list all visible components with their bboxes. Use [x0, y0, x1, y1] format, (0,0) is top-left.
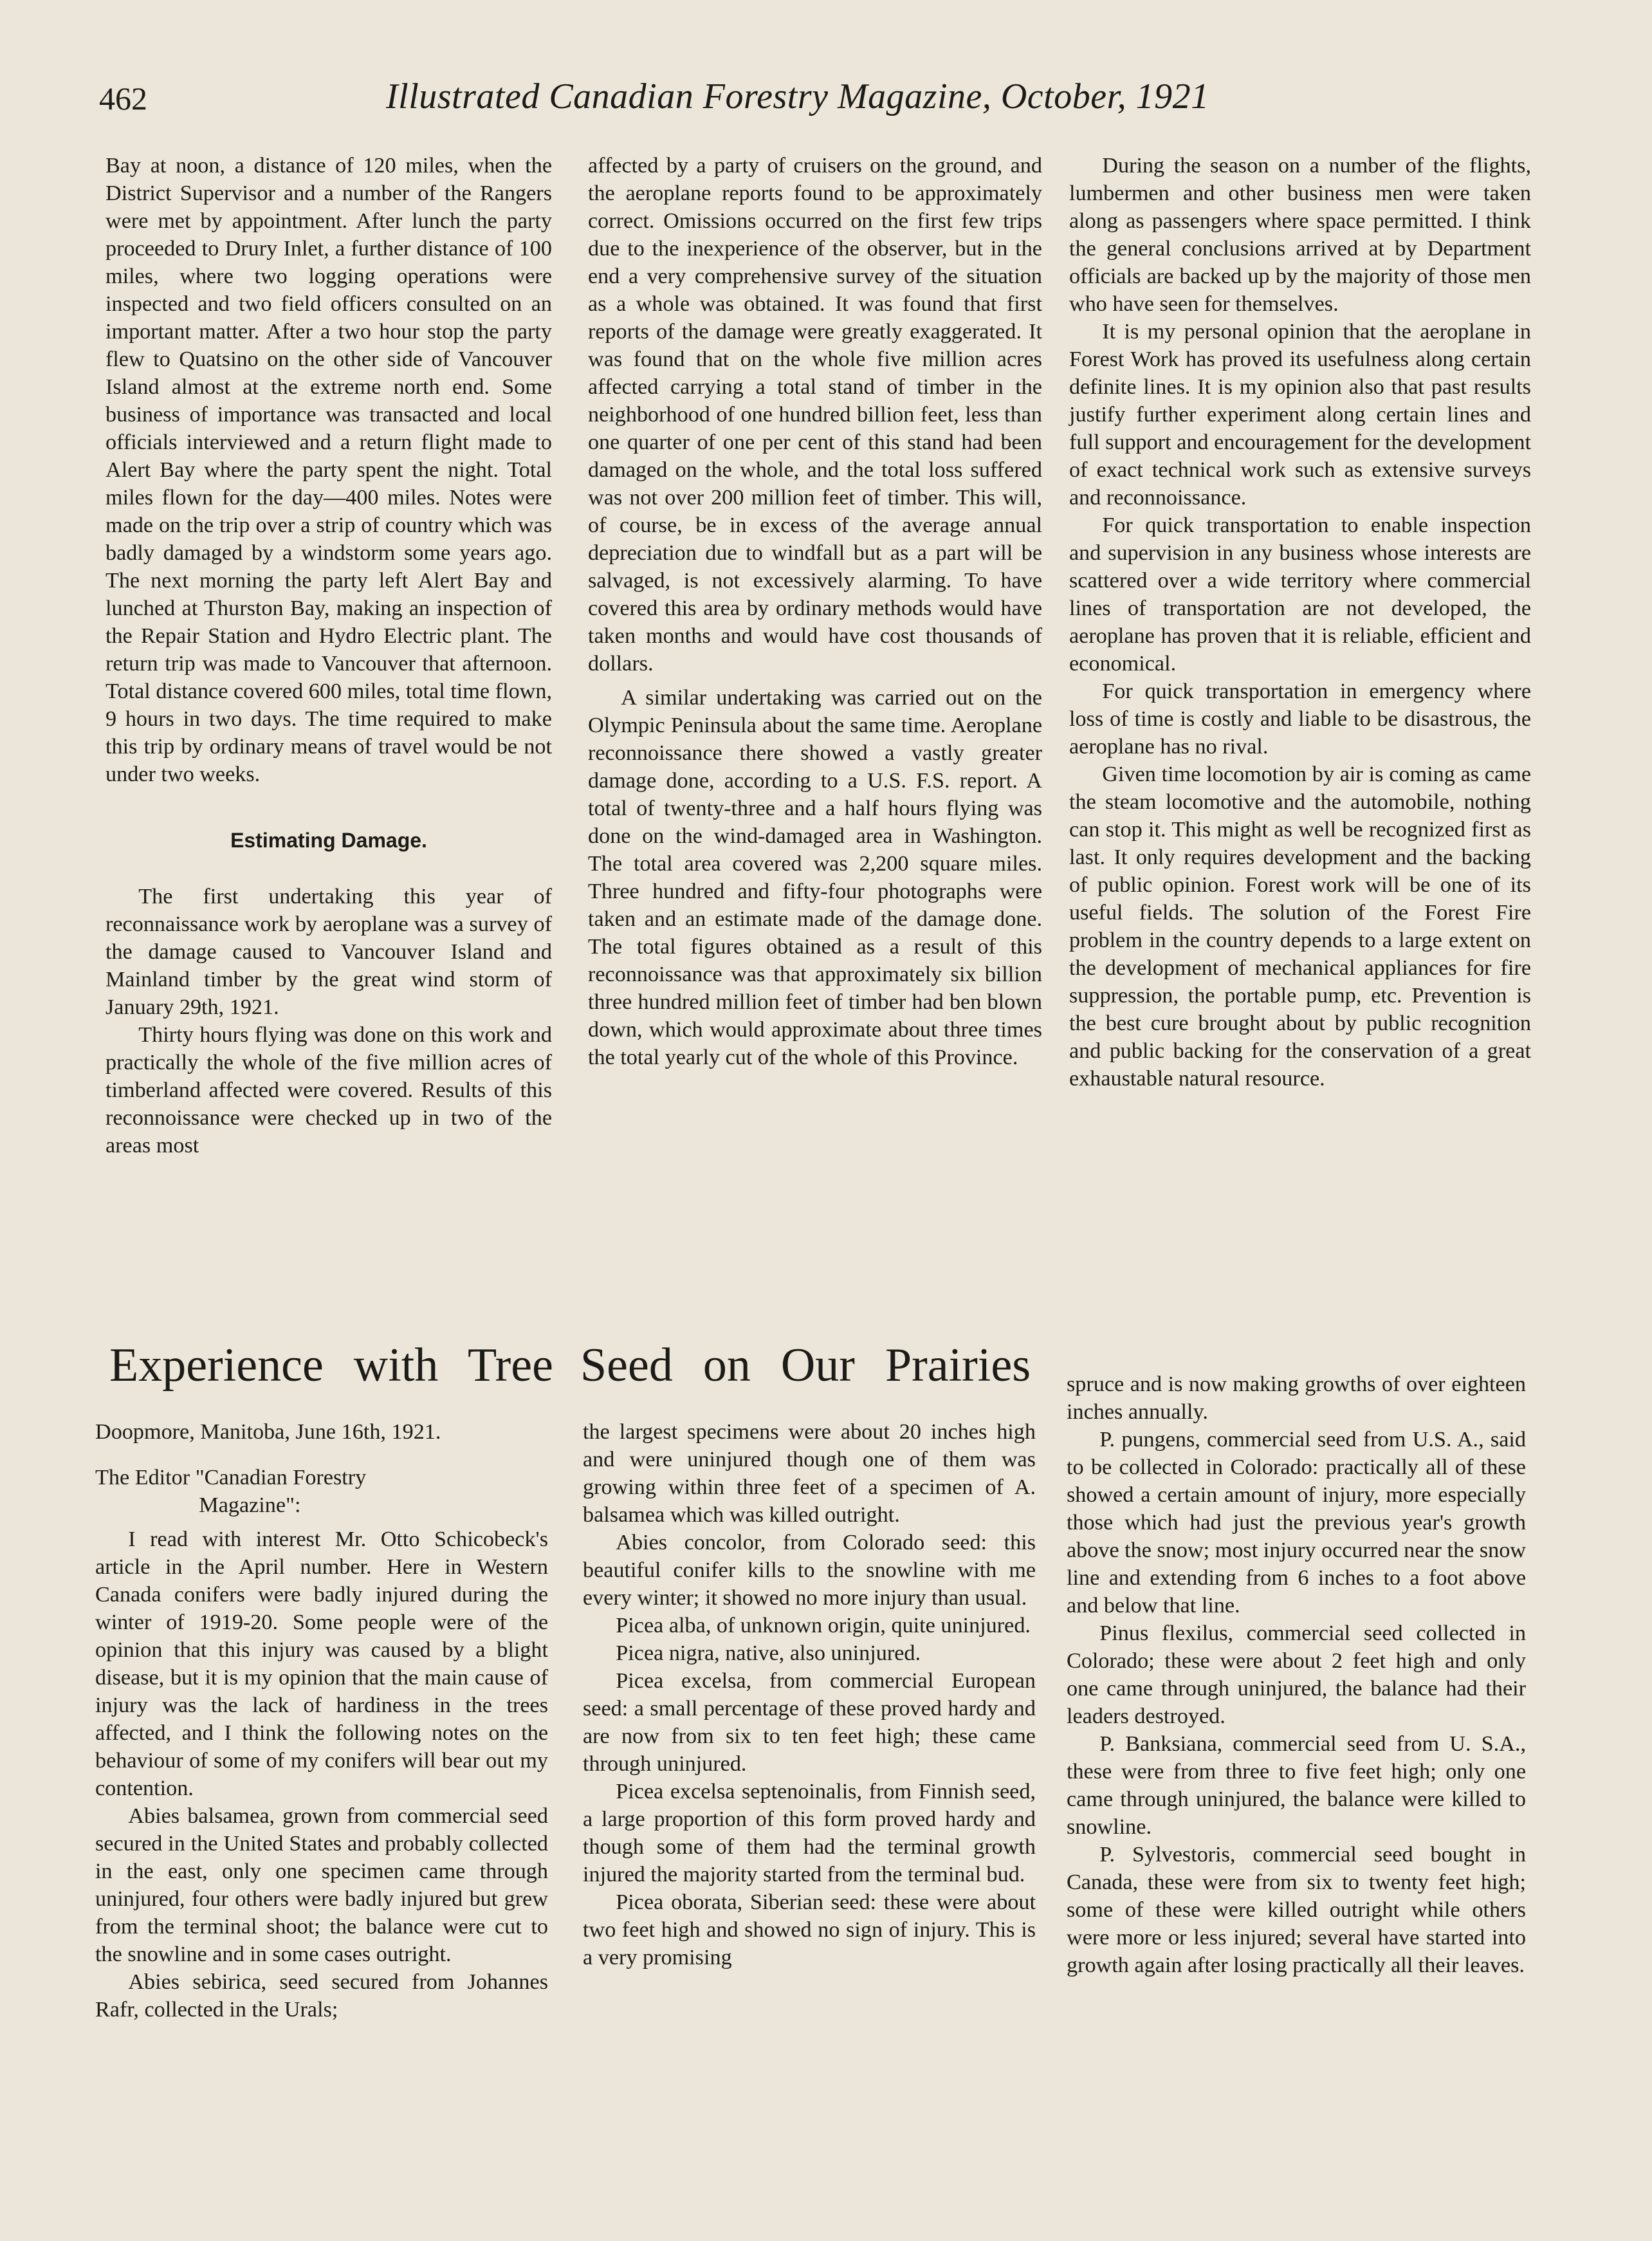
- article2-paragraph: Picea excelsa, from commercial European seed: a small percentage of these proved hardy and are now from six to ten feet high; these came through uninjured.: [583, 1669, 1036, 1776]
- article2-paragraph: spruce and is now making growths of over eighteen inches annually.: [1067, 1372, 1526, 1424]
- article1-paragraph: The first undertaking this year of reconnaissance work by aeroplane was a survey of the damage caused to Vancouver Island and Mainland timber by the great wind storm of January 29th, 1921.: [106, 885, 552, 1019]
- article2-paragraph: the largest specimens were about 20 inches high and were uninjured though one of them was growing within three feet of a specimen of A. balsamea which was killed outright.: [583, 1420, 1036, 1527]
- article1-paragraph: During the season on a number of the flights, lumbermen and other business men were taken along as passengers where space permitted. I think the general conclusions arrived at by Department officials are backed up by the majority of those men who have seen for themselves.: [1069, 154, 1531, 316]
- salutation-line-2: Magazine":: [199, 1493, 301, 1517]
- article2-paragraph: Pinus flexilus, commercial seed collected in Colorado; these were about 2 feet high and only one came through uninjured, the balance had their leaders destroyed.: [1067, 1621, 1526, 1728]
- article1-paragraph: For quick transportation in emergency where loss of time is costly and liable to be disastrous, the aeroplane has no rival.: [1069, 679, 1531, 759]
- article1-column-1: [106, 152, 552, 1159]
- article1-column-2: [588, 152, 1042, 1071]
- article1-paragraph: It is my personal opinion that the aeroplane in Forest Work has proved its usefulness along certain definite lines. It is my opinion also that past results justify further experiment along certain lines and full support and encouragement for the development of exact technical work such as extensive surveys and reconnoissance.: [1069, 320, 1531, 510]
- article1-paragraph: Thirty hours flying was done on this work and practically the whole of the five million acres of timberland affected were covered. Results of this reconnoissance were checked up in two of the areas most: [106, 1023, 552, 1157]
- article2-paragraph: I read with interest Mr. Otto Schicobeck's article in the April number. Here in Western Canada conifers were badly injured during the winter of 1919-20. Some people were of the opinion that this injury was caused by a blight disease, but it is my opinion that the main cause of injury was the lack of hardiness in the trees affected, and I think the following notes on the behaviour of some of my conifers will bear out my contention.: [95, 1527, 548, 1800]
- article2-headline-right: Seed on Our Prairies: [580, 1339, 1031, 1392]
- article2-paragraph: P. pungens, commercial seed from U.S. A., said to be collected in Colorado: practically all of these showed a certain amount of injury, more especially those which had just the previous year's growth above the snow; most injury occurred near the snow line and extending from 6 inches to a foot above and below that line.: [1067, 1428, 1526, 1618]
- article1-column-3: [1069, 152, 1531, 1093]
- article2-paragraph: Picea excelsa septenoinalis, from Finnish seed, a large proportion of this form proved hardy and though some of them had the terminal growth injured the majority started from the terminal bud.: [583, 1780, 1036, 1886]
- article2-paragraph: Picea oborata, Siberian seed: these were about two feet high and showed no sign of injury. This is a very promising: [583, 1890, 1036, 1969]
- article2-column-1: [95, 1418, 548, 2024]
- section-subheading: Estimating Damage.: [230, 829, 427, 852]
- article2-column-2: [583, 1418, 1036, 1971]
- article1-paragraph: Given time locomotion by air is coming as came the steam locomotive and the automobile, nothing can stop it. This might as well be recognized first as last. It only requires development and the backing of public opinion. Forest work will be one of its useful fields. The solution of the Forest Fire problem in the country depends to a large extent on the development of mechanical appliances for fire suppression, the portable pump, etc. Prevention is the best cure brought about by public recognition and public backing for the conservation of a great exhaustable natural resource.: [1069, 762, 1531, 1091]
- page-number: 462: [99, 80, 147, 116]
- running-header-title: Illustrated Canadian Forestry Magazine, October, 1921: [386, 77, 1209, 116]
- article2-paragraph: Abies sebirica, seed secured from Johannes Rafr, collected in the Urals;: [95, 1970, 548, 2022]
- article2-paragraph: Picea nigra, native, also uninjured.: [616, 1641, 921, 1665]
- article1-paragraph: A similar undertaking was carried out on the Olympic Peninsula about the same time. Aeroplane reconnoissance there showed a vastly greater damage done, according to a U.S. F.S. report. A total of twenty-three and a half hours flying was done on the wind-damaged area in Washington. The total area covered was 2,200 square miles. Three hundred and fifty-four photographs were taken and an estimate made of the damage done. The total figures obtained as a result of this reconnoissance was that approximately six billion three hundred million feet of timber had ben blown down, which would approximate about three times the total yearly cut of the whole of this Province.: [588, 686, 1042, 1069]
- dateline: Doopmore, Manitoba, June 16th, 1921.: [95, 1420, 441, 1444]
- article2-paragraph: Abies concolor, from Colorado seed: this beautiful conifer kills to the snowline with me every winter; it showed no more injury than usual.: [583, 1531, 1036, 1610]
- article2-headline-left: Experience with Tree: [109, 1339, 553, 1392]
- article1-paragraph: affected by a party of cruisers on the ground, and the aeroplane reports found to be approximately correct. Omissions occurred on the first few trips due to the inexperience of the observer, but in the end a very comprehensive survey of the situation as a whole was obtained. It was found that first reports of the damage were greatly exaggerated. It was found that on the whole five million acres affected carrying a total stand of timber in the neighborhood of one hundred billion feet, less than one quarter of one per cent of this stand had been damaged on the whole, and the total loss suffered was not over 200 million feet of timber. This will, of course, be in excess of the average annual depreciation due to windfall but as a part will be salvaged, is not excessively alarming. To have covered this area by ordinary methods would have taken months and would have cost thousands of dollars.: [588, 154, 1042, 676]
- article2-paragraph: Picea alba, of unknown origin, quite uninjured.: [616, 1614, 1031, 1637]
- article2-paragraph: P. Sylvestoris, commercial seed bought in Canada, these were from six to twenty feet high; some of these were killed outright while others were more or less injured; several have started into growth again after losing practically all their leaves.: [1067, 1843, 1526, 1977]
- article2-paragraph: Abies balsamea, grown from commercial seed secured in the United States and probably collected in the east, only one specimen came through uninjured, four others were badly injured but grew from the terminal shoot; the balance were cut to the snowline and in some cases outright.: [95, 1804, 548, 1966]
- salutation-line-1: The Editor "Canadian Forestry: [95, 1466, 367, 1489]
- article2-paragraph: P. Banksiana, commercial seed from U. S.A., these were from three to five feet high; only one came through uninjured, the balance were killed to snowline.: [1067, 1732, 1526, 1839]
- article2-column-3: [1067, 1370, 1526, 1979]
- article1-paragraph: For quick transportation to enable inspection and supervision in any business whose interests are scattered over a wide territory where commercial lines of transportation are not developed, the aeroplane has proven that it is reliable, efficient and economical.: [1069, 513, 1531, 676]
- article1-paragraph: Bay at noon, a distance of 120 miles, when the District Supervisor and a number of the Rangers were met by appointment. After lunch the party proceeded to Drury Inlet, a further distance of 100 miles, where two logging operations were inspected and two field officers consulted on an important matter. After a two hour stop the party flew to Quatsino on the other side of Vancouver Island almost at the extreme north end. Some business of importance was transacted and local officials interviewed and a return flight made to Alert Bay where the party spent the night. Total miles flown for the day—400 miles. Notes were made on the trip over a strip of country which was badly damaged by a windstorm some years ago. The next morning the party left Alert Bay and lunched at Thurston Bay, making an inspection of the Repair Station and Hydro Electric plant. The return trip was made to Vancouver that afternoon. Total distance covered 600 miles, total time flown, 9 hours in two days. The time required to make this trip by ordinary means of travel would be not under two weeks.: [106, 154, 552, 786]
